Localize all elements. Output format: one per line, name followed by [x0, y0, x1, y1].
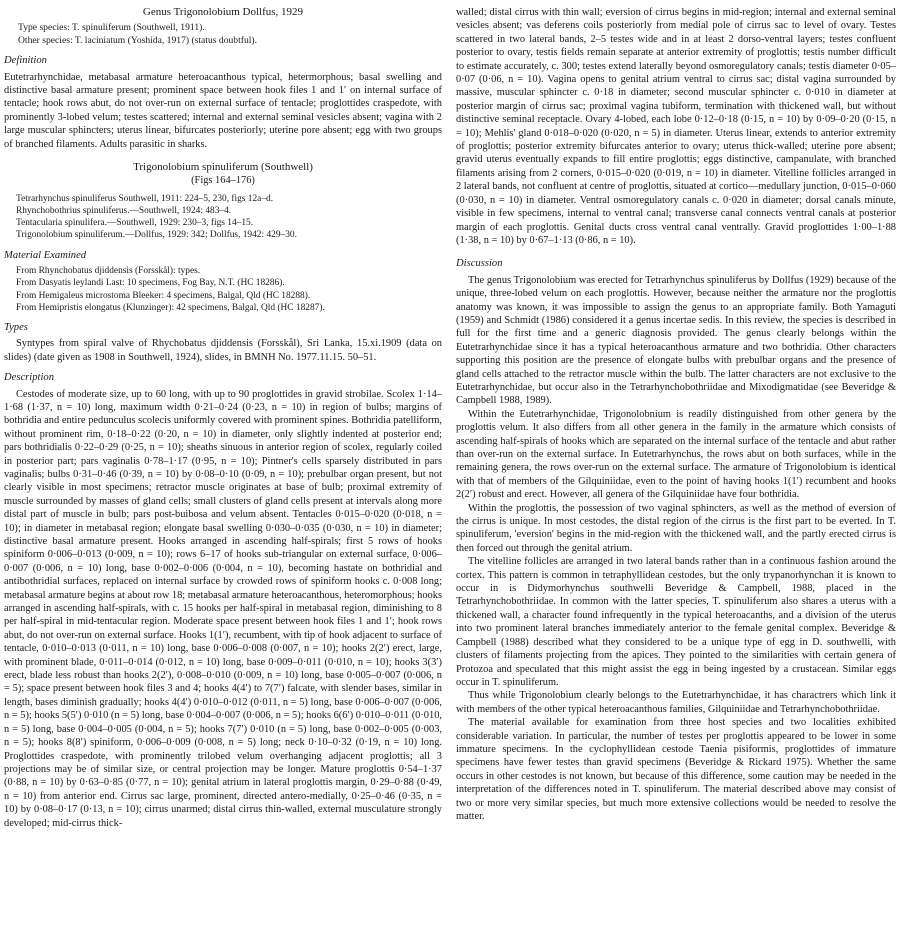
discussion-paragraph: Thus while Trigonolobium clearly belongs to the Eutetrarhynchidae, it has charactrers which link it with members of the other typical heteroacanthous families, Gilquiniidae and Tetrarhynchobothriidae.: [456, 690, 896, 715]
synonym-list: [4, 193, 442, 242]
right-column: [456, 6, 896, 823]
discussion-paragraph: Within the Eutetrarhynchidae, Trigonolobnium is readily distinguished from other genera by the proglottis velum. It also differs from all other genera in the family in the armature which consists of ascending half-spirals of hooks which are separated on the internal surface of the tentacle and abut rather than over-run on the external surface. In Eutetrarhynchus, the rows abut on both surfaces, while in the remaining genera, the rows over-run on the external surface. The armature of Trigonolobium is identical with that of members of the Gilquiniidae, even to the point of having hooks 1(1′) recumbent and hooks 2(2′) robust and erect. However, all genera of the Gilquiniidae have four bothridia.: [456, 408, 896, 501]
description-text: Cestodes of moderate size, up to 60 long, with up to 90 proglottides in gravid strobilae. Scolex 1·14–1·68 (1·37, n = 10) long, maximum width 0·21–0·24 (0·23, n = 10) in region of bulbs; margins of bothridia and entire pedunculus scolecis uniformly covered with prominent spines. Bothridia patelliform, without prominent rim, 0·18–0·22 (0·20, n = 10) in diameter, only slightly indented at posterior end; pars bothridialis 0·22–0·29 (0·25, n = 10); sheaths sinuous in anterior region of scolex, regularly coiled in posterior part; pars vaginalis 0·78–1·17 (0·95, n = 10); Pintner's cells sparsely distributed in pars vaginalis; bulbs 0·31–0·46 (0·39, n = 10) by 0·08–0·10 (0·09, n = 10); prebulbar organ present, but not clearly visible in most specimens; retractor muscle originates at base of bulb; proximal extremity of muscle surrounded by masses of gland cells; small clusters of gland cells present at intervals along more distal part of muscle in bulb; pars post-buibosa and velum absent. Tentacles 0·015–0·020 (0·018, n = 10); in diameter in metabasal region; elongate basal swelling 0·030–0·035 (0·030, n = 10) in diameter; distinctive basal armature present. Hooks arranged in ascending half-spirals; first 5 rows of hooks spiniform 0·006–0·013 (0·009, n = 10); rows 6–17 of hooks sub-triangular on external surface, 0·006–0·007 (0·006, n = 10) long, base 0·002–0·006 (0·004, n = 10), becoming hastate on bothridial and antibothridial surfaces, replaced on internal surface by crowded rows of spiniform hooks c. 0·008 long; metabasal armature begins at about row 18; metabasal armature heteroacanthous, heteromorphous; hooks arranged in ascending half-spirals, with c. 15 hooks per half-spiral in metabasal region, diminishing to 8 per half-spiral in mid-tentacular region. Moderate space present between hook files 1 and 1′; hook rows abut, do not over-run on external surface. Hooks 1(1′), recumbent, with tip of hook adjacent to surface of tentacle, 0·010–0·013 (0·011, n = 10) long, base 0·006–0·008 (0·007, n = 10); hooks 2(2′) erect, large, with prominent blade, 0·011–0·014 (0·012, n = 10) long, base 0·009–0·011 (0·010, n = 10); hooks 3(3′) erect, blade less robust than hooks 2(2′), 0·008–0·010 (0·009, n = 10) long, base 0·005–0·007 (0·006, n = 5); space present between hook files 3 and 4; hooks 4(4′) to 7(7′) falcate, with slender bases, similar in length, bases diminish gradually; hooks 4(4′) 0·010–0·012 (0·011, n = 5) long, base 0·006–0·007 (0·006, n = 5); hooks 5(5′) 0·010 (n = 5) long, base 0·004–0·007 (0·006, n = 5); hooks 6(6′) 0·010–0·011 (0·010, n = 5) long, base 0·004–0·005 (0·004, n = 5); hooks 7(7′) 0·010 (n = 5) long, base 0·002–0·005 (0·003, n = 5); hooks 8(8′) spiniform, 0·006–0·009 (0·008, n = 5) long; neck 0·10–0·32 (0·19, n = 10) long. Proglottides craspedote, with prominently trilobed velum overhanging adjacent proglottis; all 3 projections may be of similar size, or central projection may be longer. Mature proglottis 0·54–1·37 (0·88, n = 10) by 0·63–0·85 (0·77, n = 10); genital atrium in lateral proglottis margin, 0·29–0·88 (0·49, n = 10) from anterior end. Cirrus sac large, prominent, directed antero-medially, 0·25–0·46 (0·35, n = 10) by 0·08–0·17 (0·13, n = 10); cirrus unarmed; distal cirrus thin-walled, external musculature strongly developed; mid-cirrus thick-: [4, 388, 442, 829]
left-column: [4, 6, 442, 830]
material-item: From Dasyatis leylandi Last: 10 specimens, Fog Bay, N.T. (HC 18286).: [16, 278, 285, 289]
synonym-item: Tentacularia spinulifera.—Southwell, 1929: 230–3, figs 14–15.: [16, 218, 254, 229]
description-continued: walled; distal cirrus with thin wall; eversion of cirrus begins in mid-region; internal and external seminal vesicles absent; vas deferens coils posteriorly from medial pole of cirrus sac to level of ovary. Testes scattered in two lateral bands, 2–5 testes wide and in at least 2 dorso-ventral layers; testes confluent posterior to ovary, testis fields remain separate at anterior extremity of proglottis; testis number difficult to estimate accurately, c. 300; testes extend laterally beyond osmoregulatory canals; testis diameter 0·05–0·07 (0·06, n = 10). Vagina opens to genital atrium ventral to cirrus sac; distal vagina surrounded by massive, muscular sphincter c. 0·18 in diameter; second muscular sphincter c. 0·010 in diameter at posterior margin of cirrus sac; proximal vagina tubiform, termination with thickened wall, but without distinctive seminal receptacle. Ovary 4-lobed, each lobe 0·12–0·18 (0·15, n = 10) by 0·09–0·20 (0·15, n = 10); Mehlis' gland 0·018–0·020 (0·020, n = 5) in diameter. Uterus linear, extends to anterior extremity of proglottis; posterior extremity bifurcates anterior to ovary; uterus thick-walled; uterine pore absent; gravid uterus eventually expands to fill entire proglottis; eggs distinctive, campanulate, with branched filaments arising from 2 corners, 0·015–0·020 (0·019, n = 10) in diameter. Vitelline follicles arranged in 2 lateral bands, not confluent at centre of proglottis, situated at cortico—medullary junction, 0·015–0·060 (0·030, n = 10) in diameter. Ventral osmoregulatory canals c. 0·020 in diameter; dorsal canals minute, visible in few specimens, internal to ventral canal; transverse canal connects ventral canals at posterior margin of each proglottis. Genital ducts cross ventral canal ventrally. Gravid proglottides 1·00–1·88 (1·38, n = 10) by 0·67–1·13 (0·86, n = 10).: [456, 7, 896, 246]
material-item: From Hemigaleus microstoma Bleeker: 4 specimens, Balgal, Qld (HC 18288).: [16, 290, 311, 301]
description-heading: Description: [4, 372, 55, 384]
material-item: From Rhynchobatus djiddensis (Forsskål): types.: [16, 266, 201, 277]
genus-heading: Genus Trigonolobium Dollfus, 1929: [142, 6, 304, 18]
definition-heading: Definition: [4, 55, 47, 67]
synonym-item: Rhynchobothrius spinuliferus.—Southwell, 1924: 483–4.: [16, 206, 232, 217]
type-species: Type species: T. spinuliferum (Southwell, 1911).: [18, 22, 205, 34]
discussion-paragraph: Within the proglottis, the possession of two vaginal sphincters, as well as the method of eversion of the cirrus is unique. In most cestodes, the distal region of the cirrus is the first part to be everted. In T. spinuliferum, 'eversion' begins in the mid-region with the thickened wall, and the partly erected cirrus is then forced out through the genital atrium.: [456, 502, 896, 554]
material-item: From Hemipristis elongatus (Klunzinger): 42 specimens, Balgal, Qld (HC 18287).: [16, 302, 325, 313]
definition-text: Eutetrarhynchidae, metabasal armature heteroacanthous typical, hetermorphous; basal swelling and distinctive basal armature present; prominent space between hook files 1 and 1′ on internal surface of tentacle; hook rows abut, do not over-run on external surface of tentacle; proglottides craspedote, with prominently 3-lobed velum; testes scattered; internal and external seminal vesicles absent; vagina with 2 large muscular sphincters; uterus linear, bifurcates posteriorly; uterine pore absent; egg with two groups of branched filaments. Adults parasitic in sharks.: [4, 71, 442, 150]
types-text: Syntypes from spiral valve of Rhychobatus djiddensis (Forsskål), Sri Lanka, 15.xi.1909 (data on slides) (date given as 1908 in Southwell, 1924), slides, in BMNH No. 1977.11.15. 50–51.: [4, 338, 442, 363]
types-heading: Types: [4, 321, 28, 333]
species-figs: (Figs 164–176): [191, 175, 255, 187]
other-species: Other species: T. laciniatum (Yoshida, 1917) (status doubtful).: [18, 34, 258, 46]
synonym-item: Trigonolobium spinuliferum.—Dollfus, 1929: 342; Dollfus, 1942: 429–30.: [16, 230, 297, 241]
discussion-heading: Discussion: [456, 258, 503, 270]
discussion-paragraph: The genus Trigonolobium was erected for Tetrarhynchus spinuliferus by Dollfus (1929) because of the unique, three-lobed velum on each proglottis. However, because neither the armature nor the proglottis anatomy was known, it was impossible to assign the genus to an appropriate family. Both Yamaguti (1959) and Schmidt (1986) considered it a genus incertae sedis. In this review, the species is described in full for the first time and a generic diagnosis provided. The genus clearly belongs within the Eutetrarhynchidae since it has a typical heteroacanthous armature and two bothridia. Other characters supporting this position are the presence of elongate bulbs with prebulbar organs and the presence of gland cells attached to the retractor muscle within the bulb. The latter characters are not exclusive to the Eutetrarhynchidae, but occur also in the Tetrarhynchobothriidae and Mixodigmatidae (see Beveridge & Campbell 1988, 1989).: [456, 274, 896, 407]
material-heading: Material Examined: [4, 249, 87, 261]
discussion-paragraph: The material available for examination from three host species and two localities exhibited considerable variation. In particular, the number of testes per proglottis appeared to be lower in some immature specimens. In the cyclophyllidean cestode Taenia pisiformis, proglottides of immature specimens have fewer testes than gravid specimens (Beveridge & Rickard 1975). Whether the same occurs in other cestodes is not known, but because of this difference, some caution may be needed in the interpretation of the differences noted in T. spinuliferum. The material described above may consist of two or more very similar species, but much more extensive collections would be needed to resolve the matter.: [456, 717, 896, 822]
species-heading: Trigonolobium spinuliferum (Southwell): [133, 161, 313, 174]
discussion-paragraph: The vitelline follicles are arranged in two lateral bands rather than in a continuous fashion around the cortex. This pattern is common in tetraphyllidean cestodes, but the only trypanorhynchan it is known to occur in is Didymorhynchus southwelli Beveridge & Campbell, 1988, placed in the Tetrarhynchobothriidae. In common with the latter species, T. spinuliferum also shares a uterus with a thickened wall, a character found infrequently in the typical heteroacanths, and a division of the uterus into two prominent lateral branches immediately anterior to the female genital complex. Beveridge & Campbell (1988) described what they considered to be a unique type of egg in D. southwelli, with clusters of filaments projecting from the apices. They pointed to the similarities with certain genera of Protozoa and speculated that this might assist the egg in being ingested by a crustacean. Similar eggs occur in T. spinuliferum.: [456, 556, 896, 688]
material-list: [4, 265, 442, 314]
synonym-item: Tetrarhynchus spinuliferus Southwell, 1911: 224–5, 230, figs 12a–d.: [16, 193, 274, 204]
